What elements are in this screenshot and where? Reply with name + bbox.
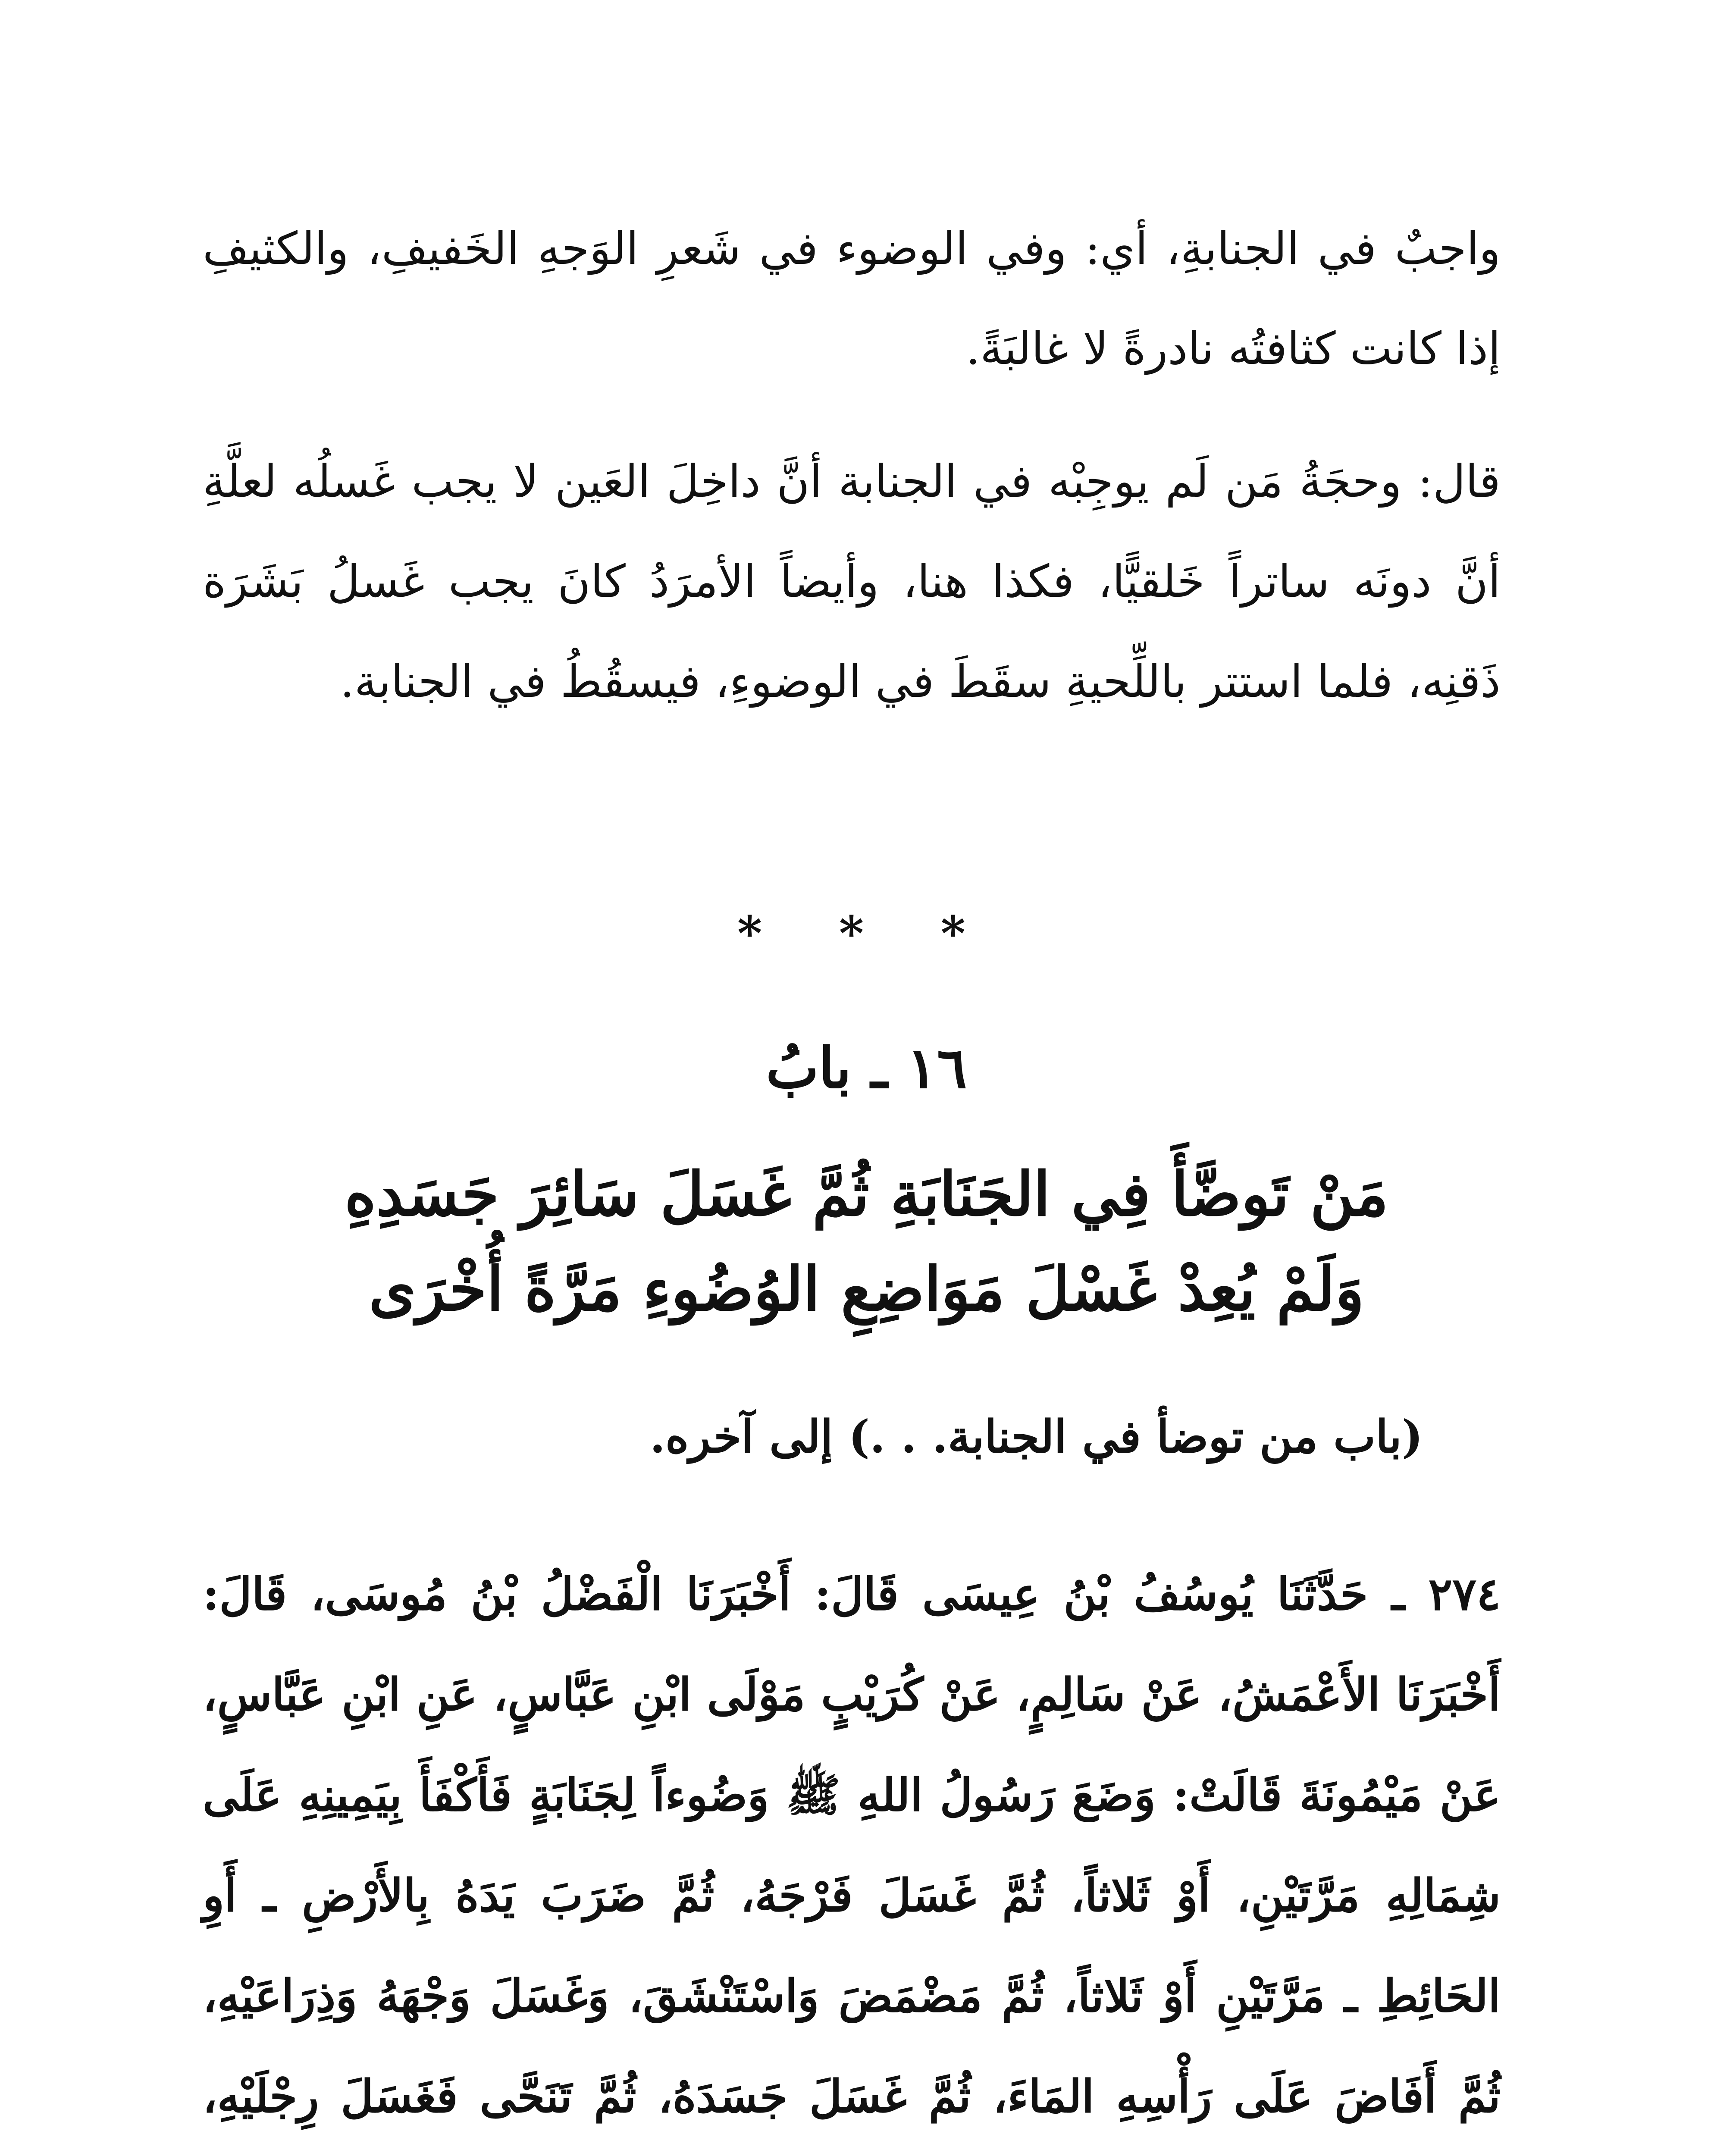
section-separator: * * * xyxy=(737,906,996,961)
chapter-number: ١٦ ـ بابُ xyxy=(766,1035,967,1101)
hadith-text: ٢٧٤ ـ حَدَّثَنَا يُوسُفُ بْنُ عِيسَى قَالَ: أَخْبَرَنَا الْفَضْلُ بْنُ مُوسَى، قَالَ: أَخْبَرَنَا الأَعْمَشُ، عَنْ سَالِمٍ، عَنْ كُرَيْبٍ مَوْلَى ابْنِ عَبَّاسٍ، عَنِ ابْنِ عَبَّاسٍ، عَنْ مَيْمُونَةَ قَالَتْ: وَضَعَ رَسُولُ اللهِ ﷺ وَضُوءاً لِجَنَابَةٍ فَأَكْفَأَ بِيَمِينِهِ عَلَى شِمَالِهِ مَرَّتَيْنِ، أَوْ ثَلاثاً، ثُمَّ غَسَلَ فَرْجَهُ، ثُمَّ ضَرَبَ يَدَهُ بِالأَرْضِ ـ أَوِ الحَائِطِ ـ مَرَّتَيْنِ أَوْ ثَلاثاً، ثُمَّ مَضْمَضَ وَاسْتَنْشَقَ، وَغَسَلَ وَجْهَهُ وَذِرَاعَيْهِ، ثُمَّ أَفَاضَ عَلَى رَأْسِهِ المَاءَ، ثُمَّ غَسَلَ جَسَدَهُ، ثُمَّ تَنَحَّى فَغَسَلَ رِجْلَيْهِ، xyxy=(203,1567,1501,2123)
commentary-paragraph-2: قال: وحجَةُ مَن لَم يوجِبْه في الجنابة أنَّ داخِلَ العَين لا يجب غَسلُه لعلَّةِ أنَّ دونَه ساتراً خَلقيًّا، فكذا هنا، وأيضاً الأمرَدُ كانَ يجب غَسلُ بَشَرَة ذَقنِه، فلما استتر باللِّحيةِ سقَطَ في الوضوءِ، فيسقُطُ في الجنابة. xyxy=(203,455,1501,708)
commentary-intro: (باب من توضأ في الجنابة. . .) إلى آخره. xyxy=(649,1410,1423,1463)
commentary-paragraph-1: واجبٌ في الجنابةِ، أي: وفي الوضوء في شَعرِ الوَجهِ الخَفيفِ، والكثيفِ إذا كانت كثافتُه نادرةً لا غالبَةً. xyxy=(203,222,1501,375)
chapter-title xyxy=(0,1147,1733,1337)
chapter-title-line-2: وَلَمْ يُعِدْ غَسْلَ مَوَاضِعِ الوُضُوءِ مَرَّةً أُخْرَى xyxy=(369,1254,1364,1325)
chapter-title-line-1: مَنْ تَوضَّأَ فِي الجَنَابَةِ ثُمَّ غَسَلَ سَائِرَ جَسَدِهِ xyxy=(345,1159,1388,1230)
